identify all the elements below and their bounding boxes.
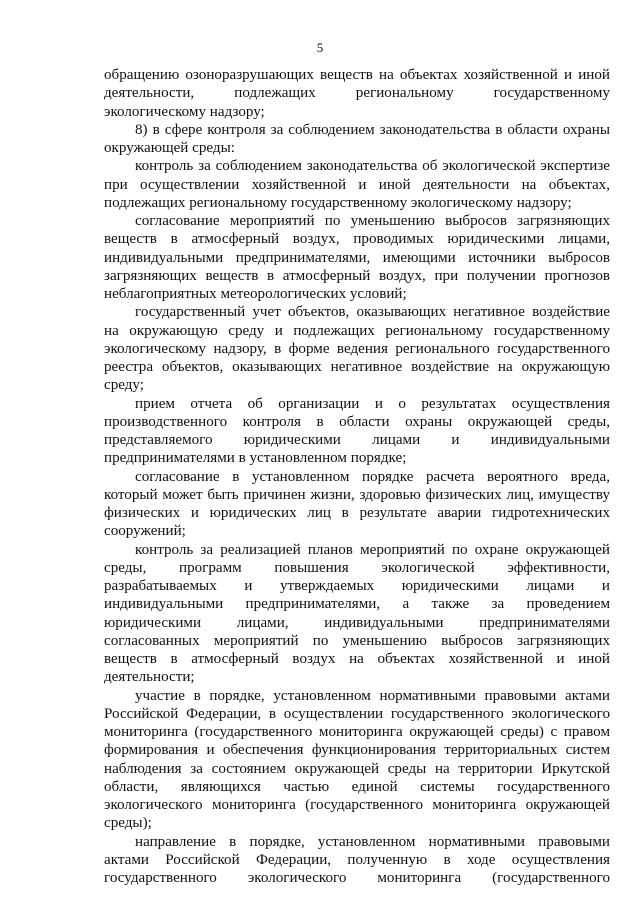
page-number: 5 [316,40,324,55]
text-line: участие в порядке, установленном нормативными правовыми актами [135,687,610,704]
text-line: подлежащих региональному государственному экологическому надзору; [104,194,572,211]
text-line: среды); [104,815,152,832]
text-line: области, являющихся частью единой системы государственного [104,778,610,795]
text-line: государственного экологического мониторинга (государственного [104,870,610,886]
text-line: экологическому надзору, в форме ведения регионального государственного [104,340,610,357]
text-line: согласованных мероприятий по уменьшению выбросов загрязняющих [104,632,610,649]
text-line: загрязняющих веществ в атмосферный воздух, при получении прогнозов [104,267,610,284]
text-line: наблюдения за состоянием окружающей среды на территории Иркутской [104,760,610,777]
text-line: 8) в сфере контроля за соблюдением законодательства в области охраны [135,121,610,138]
text-line: неблагоприятных метеорологических условий; [104,286,407,302]
text-line: прием отчета об организации и о результатах осуществления [135,395,610,412]
text-line: сооружений; [104,523,186,540]
text-line: физических и юридических лиц в результате аварии гидротехнических [104,505,610,521]
text-line: мониторинга (государственного мониторинга окружающей среды) с правом [104,724,610,740]
document-body [104,66,610,887]
text-line: который может быть причинен жизни, здоровью физических лиц, имуществу [104,486,610,503]
text-line: направление в порядке, установленном нормативными правовыми [135,833,610,850]
text-line: экологическому надзору; [104,103,265,120]
text-line: деятельности, подлежащих региональному государственному [104,85,610,102]
text-line: представляемого юридическими лицами и индивидуальными [104,432,610,448]
text-line: актами Российской Федерации, полученную в ходе осуществления [104,851,610,868]
text-line: среду; [104,377,144,394]
text-line: на окружающую среду и подлежащих региональному государственному [104,322,610,339]
text-line: юридическими лицами, индивидуальными предпринимателями [104,614,610,631]
text-line: государственный учет объектов, оказывающих негативное воздействие [135,304,610,321]
text-line: деятельности; [104,669,195,686]
text-line: экологического мониторинга (государственного мониторинга окружающей [104,797,610,813]
text-line: разрабатываемых и утверждаемых юридическими лицами и [104,578,610,594]
text-line: обращению озоноразрушающих веществ на объектах хозяйственной и иной [104,67,610,83]
text-line: индивидуальными предпринимателями, имеющими источники выбросов [104,249,610,266]
text-line: согласование мероприятий по уменьшению выбросов загрязняющих [135,213,610,229]
text-line: индивидуальными предпринимателями, а также за проведением [104,596,610,613]
text-line: согласование в установленном порядке расчета вероятного вреда, [135,468,610,485]
text-line: производственного контроля в области охраны окружающей среды, [104,413,610,430]
text-line: Российской Федерации, в осуществлении государственного экологического [104,705,610,722]
text-line: формирования и обеспечения функционирования территориальных систем [104,742,610,759]
text-line: при осуществлении хозяйственной и иной деятельности на объектах, [104,176,610,193]
text-line: веществ в атмосферный воздух, проводимых юридическими лицами, [104,231,610,248]
text-line: веществ в атмосферный воздух на объектах хозяйственной и иной [104,651,610,667]
text-line: контроль за реализацией планов мероприятий по охране окружающей [135,541,610,558]
text-line: предпринимателями в установленном порядке; [104,450,407,467]
text-line: окружающей среды: [104,140,235,156]
text-line: реестра объектов, оказывающих негативное воздействие на окружающую [104,359,610,375]
text-line: контроль за соблюдением законодательства об экологической экспертизе [135,158,610,175]
text-line: среды, программ повышения экологической эффективности, [104,559,610,576]
